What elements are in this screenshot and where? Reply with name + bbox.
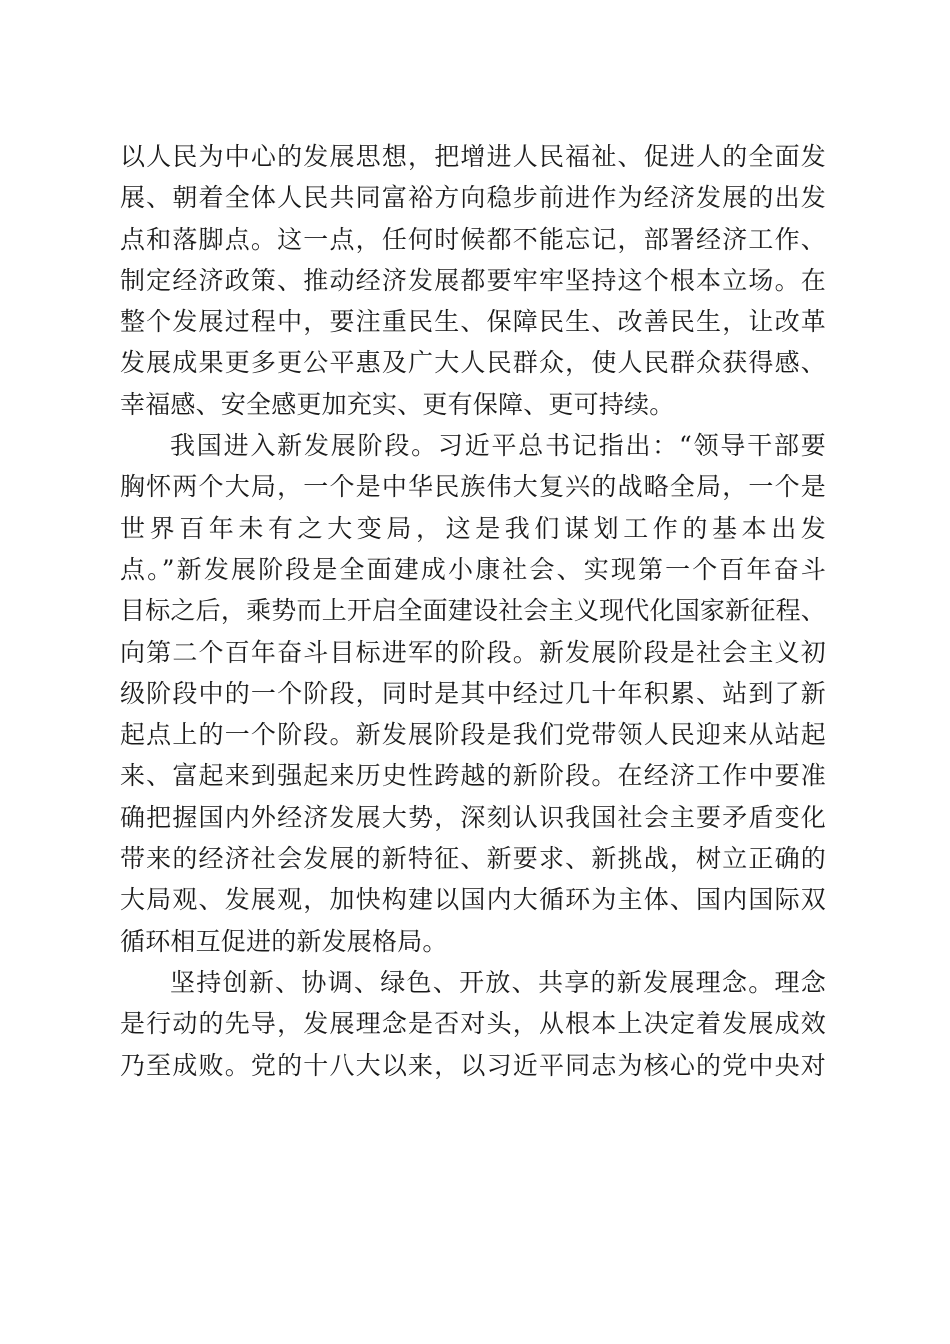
text-line: 胸怀两个大局，一个是中华民族伟大复兴的战略全局，一个是	[120, 472, 826, 502]
text-line: 以人民为中心的发展思想，把增进人民福祉、促进人的全面发	[120, 142, 826, 171]
text-line: 来、富起来到强起来历史性跨越的新阶段。在经济工作中要准	[120, 761, 826, 791]
text-line: 整个发展过程中，要注重民生、保障民生、改善民生，让改革	[120, 307, 826, 337]
text-line: 起点上的一个阶段。新发展阶段是我们党带领人民迎来从站起	[120, 720, 826, 750]
text-line: 展、朝着全体人民共同富裕方向稳步前进作为经济发展的出发	[120, 183, 826, 213]
text-line: 是行动的先导，发展理念是否对头，从根本上决定着发展成效	[120, 1009, 826, 1039]
text-line: 坚持创新、协调、绿色、开放、共享的新发展理念。理念	[170, 967, 826, 997]
body-text	[120, 136, 826, 1086]
paragraph-1	[120, 136, 826, 425]
text-line: 世界百年未有之大变局，这是我们谋划工作的基本出发	[120, 513, 826, 543]
text-line: 目标之后，乘势而上开启全面建设社会主义现代化国家新征程、	[120, 596, 826, 626]
text-line: 乃至成败。党的十八大以来，以习近平同志为核心的党中央对	[120, 1050, 826, 1080]
text-line: 点和落脚点。这一点，任何时候都不能忘记，部署经济工作、	[120, 224, 826, 254]
paragraph-3	[120, 962, 826, 1086]
text-line: 我国进入新发展阶段。习近平总书记指出：“领导干部要	[170, 431, 826, 461]
text-line: 制定经济政策、推动经济发展都要牢牢坚持这个根本立场。在	[120, 265, 826, 295]
text-line: 级阶段中的一个阶段，同时是其中经过几十年积累、站到了新	[120, 678, 826, 708]
paragraph-2	[120, 425, 826, 962]
text-line: 大局观、发展观，加快构建以国内大循环为主体、国内国际双	[120, 885, 826, 915]
text-line: 确把握国内外经济发展大势，深刻认识我国社会主要矛盾变化	[120, 802, 826, 832]
text-line: 向第二个百年奋斗目标进军的阶段。新发展阶段是社会主义初	[120, 637, 826, 667]
text-line: 幸福感、安全感更加充实、更有保障、更可持续。	[120, 389, 675, 419]
text-line: 带来的经济社会发展的新特征、新要求、新挑战，树立正确的	[120, 844, 826, 874]
text-line: 循环相互促进的新发展格局。	[120, 926, 448, 956]
text-line: 发展成果更多更公平惠及广大人民群众，使人民群众获得感、	[120, 348, 826, 378]
text-line: 点。”新发展阶段是全面建成小康社会、实现第一个百年奋斗	[120, 554, 826, 584]
